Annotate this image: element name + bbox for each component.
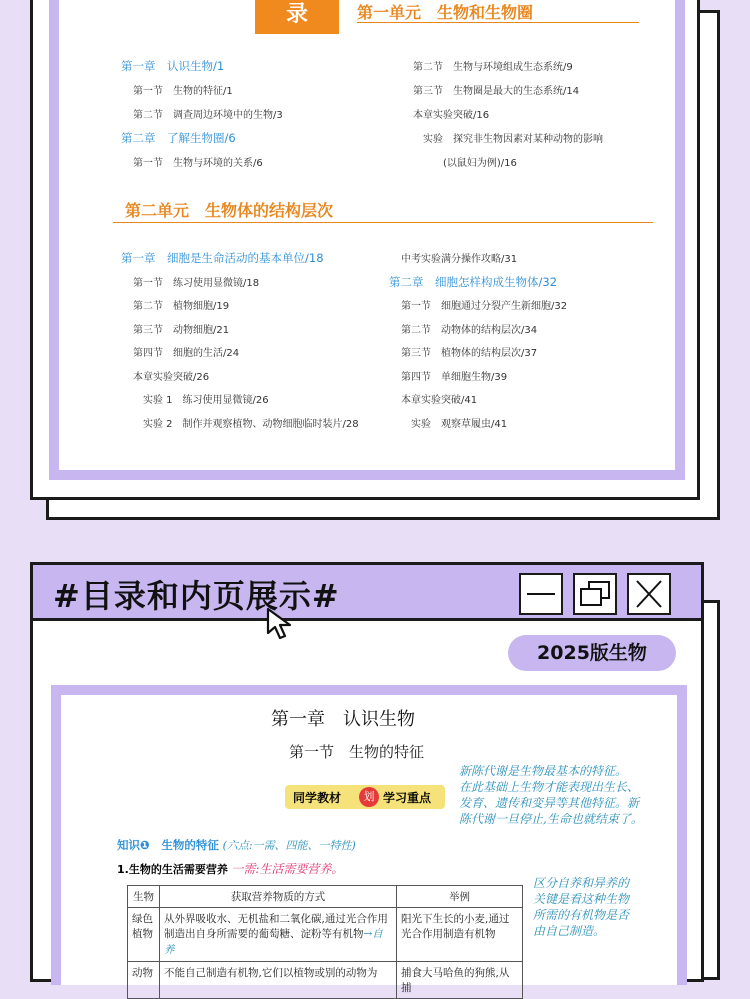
toc-chapter-item: 第一章 细胞是生命活动的基本单位/18 xyxy=(121,251,324,265)
toc-page xyxy=(49,0,685,480)
table-row xyxy=(128,962,523,999)
toc-item: 实验 1 练习使用显微镜/26 xyxy=(143,395,269,406)
table-cell: 不能自己制造有机物,它们以植物或别的动物为 xyxy=(160,962,397,999)
toc-chapter-item: 第一章 认识生物/1 xyxy=(121,59,225,73)
toc-item: 本章实验突破/41 xyxy=(401,395,478,406)
toc-item: 本章实验突破/16 xyxy=(413,110,490,121)
toc-item: 中考实验满分操作攻略/31 xyxy=(401,254,518,265)
restore-button[interactable] xyxy=(573,573,617,615)
table-header: 获取营养物质的方式 xyxy=(160,886,397,908)
banner-mark: 划 xyxy=(359,787,379,807)
point-1: 1.生物的生活需要营养 一需:生活需要营养。 xyxy=(117,862,344,876)
nutrition-table xyxy=(127,885,523,999)
close-button[interactable] xyxy=(627,573,671,615)
content-page xyxy=(51,685,687,994)
handwritten-note-2: 区分自养和异养的 关键是看这种生物 所需的有机物是否 由自己制造。 xyxy=(533,876,630,938)
table-cell: 从外界吸收水、无机盐和二氧化碳,通过光合作用制造出自身所需要的葡萄糖、淀粉等有机物→自养 xyxy=(160,908,397,962)
toc-item: 实验 探究非生物因素对某种动物的影响 xyxy=(423,134,603,145)
edition-badge: 2025版生物 xyxy=(508,635,676,671)
toc-item: 第三节 动物细胞/21 xyxy=(133,324,230,336)
knowledge-heading xyxy=(117,837,356,854)
unit1-title: 第一单元 生物和生物圈 xyxy=(357,3,534,22)
knowledge-note: (六点:一需、四能、一特性) xyxy=(222,839,356,852)
toc-window xyxy=(30,0,700,500)
toc-item: 第四节 单细胞生物/39 xyxy=(401,371,508,383)
point-1-note: 一需:生活需要营养。 xyxy=(231,862,344,876)
row1-note: →自养 xyxy=(164,928,383,956)
handwritten-note-1: 新陈代谢是生物最基本的特征。 在此基础上生物才能表现出生长、 发育、遗传和变异等其他特征。新 陈代谢一旦停止,生命也就结束了。 xyxy=(459,764,643,826)
table-cell: 动物 xyxy=(128,962,160,999)
window-title: #目录和内页展示# xyxy=(53,577,340,615)
toc-item: (以鼠妇为例)/16 xyxy=(443,158,517,169)
toc-chapter-item: 第二章 了解生物圈/6 xyxy=(121,131,236,145)
table-row xyxy=(128,908,523,962)
toc-item: 第二节 生物与环境组成生态系统/9 xyxy=(413,62,573,73)
toc-item: 第二节 调查周边环境中的生物/3 xyxy=(133,110,283,121)
table-header: 举例 xyxy=(397,886,523,908)
close-icon xyxy=(629,575,669,613)
preview-window xyxy=(30,562,704,994)
section-title: 第一节 生物的特征 xyxy=(289,743,425,761)
restore-icon xyxy=(575,575,615,613)
toc-item: 实验 2 制作并观察植物、动物细胞临时装片/28 xyxy=(143,418,359,430)
toc-item: 第一节 生物与环境的关系/6 xyxy=(133,158,263,169)
toc-item: 第一节 练习使用显微镜/18 xyxy=(133,277,260,289)
study-banner xyxy=(285,785,445,809)
table-header: 生物 xyxy=(128,886,160,908)
toc-item: 第一节 生物的特征/1 xyxy=(133,86,233,97)
title-bar[interactable] xyxy=(33,565,701,621)
knowledge-title: 生物的特征 xyxy=(161,838,219,852)
cursor-icon xyxy=(265,607,299,641)
banner-right: 学习重点 xyxy=(383,791,432,805)
toc-item: 第一节 细胞通过分裂产生新细胞/32 xyxy=(401,301,568,312)
minimize-button[interactable] xyxy=(519,573,563,615)
table-header-row xyxy=(128,886,523,908)
unit1-underline xyxy=(357,22,639,23)
chapter-title: 第一章 认识生物 xyxy=(271,709,415,730)
minimize-icon xyxy=(521,575,561,613)
table-cell: 绿色植物 xyxy=(128,908,160,962)
toc-item: 第二节 动物体的结构层次/34 xyxy=(401,324,538,336)
table-cell: 捕食大马哈鱼的狗熊,从捕 xyxy=(397,962,523,999)
section-tab: 录 xyxy=(255,0,339,34)
toc-item: 第二节 植物细胞/19 xyxy=(133,301,230,312)
toc-item: 第三节 生物圈是最大的生态系统/14 xyxy=(413,86,580,97)
table-cell: 阳光下生长的小麦,通过光合作用制造有机物 xyxy=(397,908,523,962)
toc-item: 第三节 植物体的结构层次/37 xyxy=(401,348,538,359)
unit2-underline xyxy=(113,222,653,223)
banner-left: 同学教材 xyxy=(293,791,342,805)
toc-item: 第四节 细胞的生活/24 xyxy=(133,348,240,359)
knowledge-tag: 知识❶ xyxy=(117,838,150,852)
toc-item: 本章实验突破/26 xyxy=(133,371,210,383)
toc-chapter-item: 第二章 细胞怎样构成生物体/32 xyxy=(389,274,558,289)
toc-item: 实验 观察草履虫/41 xyxy=(411,418,508,430)
unit2-title: 第二单元 生物体的结构层次 xyxy=(125,201,334,220)
